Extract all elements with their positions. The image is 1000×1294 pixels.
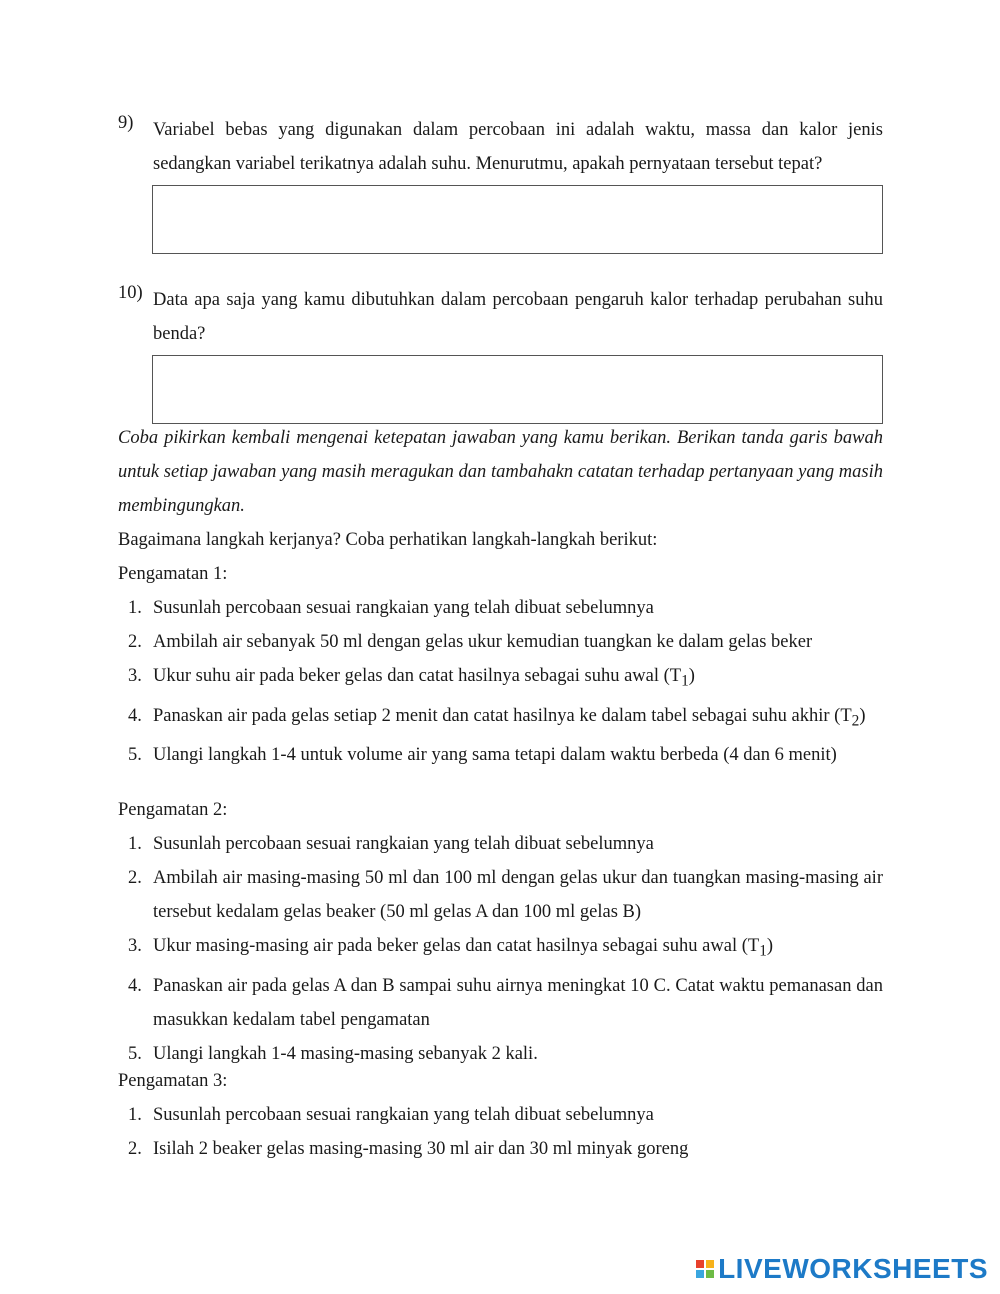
observation-2-title: Pengamatan 2: xyxy=(118,800,228,820)
list-item: 2. Ambilah air sebanyak 50 ml dengan gelas ukur kemudian tuangkan ke dalam gelas beker xyxy=(128,632,813,652)
list-item: 3. Ukur suhu air pada beker gelas dan catat hasilnya sebagai suhu awal $(T_1)$ xyxy=(128,666,695,690)
answer-box-9[interactable] xyxy=(152,185,883,254)
logo-square-v xyxy=(696,1270,704,1278)
question-10 xyxy=(118,283,883,351)
list-item: 5. Ulangi langkah 1-4 untuk volume air yang sama tetapi dalam waktu berbeda (4 dan 6 menit) xyxy=(128,745,837,766)
logo-square-e xyxy=(706,1270,714,1278)
logo-square-i xyxy=(706,1260,714,1268)
liveworksheets-logo-icon xyxy=(696,1260,714,1278)
list-item: 1. Susunlah percobaan sesuai rangkaian yang telah dibuat sebelumnya xyxy=(128,1105,654,1125)
list-item: 5. Ulangi langkah 1-4 masing-masing sebanyak 2 kali. xyxy=(128,1043,538,1064)
observation-3-title: Pengamatan 3: xyxy=(118,1071,228,1091)
question-9 xyxy=(118,113,883,181)
question-text: Data apa saja yang kamu dibutuhkan dalam percobaan pengaruh kalor terhadap perubahan suhu benda? xyxy=(153,290,883,344)
observation-1-title: Pengamatan 1: xyxy=(118,564,228,584)
list-item: 1. Susunlah percobaan sesuai rangkaian yang telah dibuat sebelumnya xyxy=(128,834,654,854)
question-number: 9) xyxy=(118,113,134,133)
list-item: 4. Panaskan air pada gelas A dan B sampai suhu airnya meningkat 10 C. Catat waktu pemanasan dan masukkan kedalam tabel pengamatan xyxy=(128,975,883,1030)
reflection-note: Coba pikirkan kembali mengenai ketepatan jawaban yang kamu berikan. Berikan tanda garis bawah untuk setiap jawaban yang masih meragukan dan tambahakn catatan terhadap pertanyaan yang masih membingungkan. xyxy=(118,428,883,516)
answer-box-10[interactable] xyxy=(152,355,883,424)
question-number: 10) xyxy=(118,283,143,303)
observation-1-steps xyxy=(118,591,883,772)
liveworksheets-logo[interactable] xyxy=(696,1254,988,1284)
list-item: 1. Susunlah percobaan sesuai rangkaian yang telah dibuat sebelumnya xyxy=(128,598,654,618)
logo-text: LIVEWORKSHEETS xyxy=(718,1253,988,1284)
logo-square-l xyxy=(696,1260,704,1268)
list-item: 2. Ambilah air masing-masing 50 ml dan 100 ml dengan gelas ukur dan tuangkan masing-masing air tersebut kedalam gelas beaker (50 ml gelas A dan 100 ml gelas B) xyxy=(128,868,883,922)
list-item: 4. Panaskan air pada gelas setiap 2 menit dan catat hasilnya ke dalam tabel sebagai suhu akhir $(T_2)$ xyxy=(128,705,866,730)
question-text: Variabel bebas yang digunakan dalam percobaan ini adalah waktu, massa dan kalor jenis sedangkan variabel terikatnya adalah suhu. Menurutmu, apakah pernyataan tersebut tepat? xyxy=(153,120,883,174)
list-item: 3. Ukur masing-masing air pada beker gelas dan catat hasilnya sebagai suhu awal $(T_1)$ xyxy=(128,936,774,960)
observation-3-steps xyxy=(118,1098,883,1166)
observation-2-steps xyxy=(118,827,883,1071)
procedure-intro: Bagaimana langkah kerjanya? Coba perhatikan langkah-langkah berikut: xyxy=(118,530,658,550)
list-item: 2. Isilah 2 beaker gelas masing-masing 30 ml air dan 30 ml minyak goreng xyxy=(128,1139,689,1159)
